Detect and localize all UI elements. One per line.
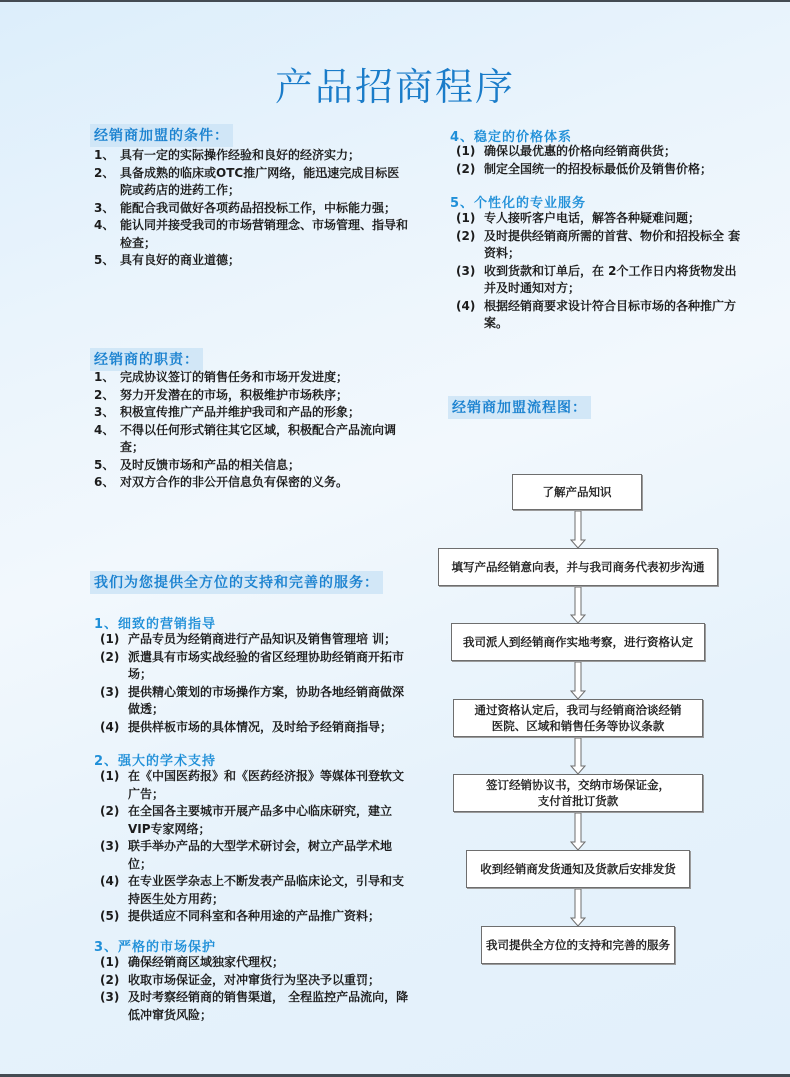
list-item [94, 404, 410, 422]
flow-step-line: 填写产品经销意向表，并与我司商务代表初步沟通 [451, 560, 705, 574]
list-text: 积极宣传推广产品并维护我司和产品的形象； [120, 405, 361, 419]
list-item [456, 228, 746, 263]
flow-arrow-down-icon [570, 587, 586, 623]
list-item [94, 369, 410, 387]
list-item [100, 838, 412, 873]
list-text: 在《中国医药报》和《医药经济报》等媒体刊登软文广告； [128, 769, 405, 801]
list-marker: 6、 [94, 475, 115, 489]
list-text: 具备成熟的临床或OTC推广网络，能迅速完成目标医院或药店的进药工作； [120, 165, 400, 197]
list-text: 及时考察经销商的销售渠道， 全程监控产品流向，降低冲窜货风险； [128, 990, 409, 1022]
list-marker: (1) [100, 955, 120, 969]
list-item [94, 252, 410, 270]
list-item [100, 873, 412, 908]
flow-step-line: 通过资格认定后，我司与经销商洽谈经销 [474, 703, 682, 717]
top-border [0, 0, 790, 2]
list-marker: (3) [100, 990, 120, 1004]
list-text: 收取市场保证金，对冲窜货行为坚决予以重罚； [128, 972, 381, 987]
flow-step-text [452, 559, 705, 575]
list-text: 产品专员为经销商进行产品知识及销售管理培 训； [128, 632, 397, 646]
flow-step-box [453, 774, 703, 812]
list-marker: 1、 [94, 370, 115, 384]
flow-step-text [486, 777, 670, 809]
flow-arrow-down-icon [570, 662, 586, 699]
list-item [100, 989, 412, 1024]
list-marker: (2) [456, 161, 476, 176]
list-marker: 2、 [94, 165, 115, 180]
duties-list [94, 369, 410, 492]
list-item [100, 954, 412, 972]
list-text: 根据经销商要求设计符合目标市场的各种推广方案。 [484, 298, 737, 330]
list-marker: 3、 [94, 405, 115, 419]
flow-arrow-down-icon [570, 738, 586, 774]
list-item [456, 263, 746, 298]
list-item [456, 143, 756, 161]
list-text: 派遣具有市场实战经验的省区经理协助经销商开拓市场； [128, 649, 405, 681]
flowchart-heading: 经销商加盟流程图： [448, 396, 591, 419]
list-marker: (1) [100, 632, 120, 646]
list-text: 在专业医学杂志上不断发表产品临床论文，引导和支持医生处方用药； [128, 874, 405, 906]
list-text: 联手举办产品的大型学术研讨会，树立产品学术地位； [128, 839, 393, 871]
list-marker: (4) [100, 874, 120, 888]
list-marker: (1) [100, 769, 120, 783]
list-item [100, 631, 412, 649]
list-text: 完成协议签订的销售任务和市场开发进度； [120, 370, 349, 384]
flow-step-text [480, 861, 676, 877]
list-item [94, 217, 410, 252]
list-text: 在全国各主要城市开展产品多中心临床研究，建立VIP专家网络； [128, 804, 393, 836]
flow-step-box [453, 699, 703, 737]
conditions-heading: 经销商加盟的条件： [90, 124, 233, 147]
flow-step-line: 我司提供全方位的支持和完善的服务 [486, 938, 670, 952]
list-marker: (2) [100, 804, 120, 818]
list-item [456, 210, 746, 228]
list-marker: (5) [100, 909, 120, 923]
list-marker: 5、 [94, 253, 115, 267]
list-marker: (1) [456, 144, 476, 158]
flow-step-text [463, 634, 693, 650]
list-item [100, 719, 412, 737]
list-item [100, 972, 412, 990]
list-item [456, 298, 746, 333]
list-item [100, 768, 412, 803]
list-marker: (2) [456, 228, 476, 243]
list-item [100, 649, 412, 684]
flow-step-box [466, 850, 690, 888]
list-text: 努力开发潜在的市场，积极维护市场秩序； [120, 387, 349, 402]
flow-arrow-down-icon [570, 813, 586, 850]
flow-step-box [438, 548, 718, 586]
list-text: 专人接听客户电话，解答各种疑难问题； [484, 211, 701, 225]
list-text: 提供适应不同科室和各种用途的产品推广资料； [128, 909, 381, 923]
service-group-list [100, 768, 412, 926]
service-group-title: 5、个性化的专业服务 [450, 196, 587, 211]
flow-step-line: 支付首批订货款 [537, 794, 619, 808]
list-text: 提供样板市场的具体情况，及时给予经销商指导； [128, 719, 393, 734]
service-group-title: 3、严格的市场保护 [94, 940, 217, 955]
list-text: 制定全国统一的招投标最低价及销售价格； [484, 161, 713, 176]
list-marker: 5、 [94, 457, 115, 472]
conditions-list [94, 147, 410, 270]
list-item [456, 161, 756, 179]
list-text: 及时反馈市场和产品的相关信息； [120, 457, 301, 472]
list-text: 及时提供经销商所需的首营、物价和招投标全 套资料； [484, 228, 741, 260]
services-heading: 我们为您提供全方位的支持和完善的服务： [90, 571, 383, 594]
flow-arrow-down-icon [570, 511, 586, 548]
list-marker: 4、 [94, 218, 115, 232]
list-marker: 4、 [94, 422, 115, 437]
flow-step-text [486, 937, 670, 953]
service-group-list [456, 210, 746, 333]
list-marker: (4) [100, 719, 120, 734]
list-item [100, 803, 412, 838]
flow-step-line: 收到经销商发货通知及货款后安排发货 [480, 862, 676, 876]
flow-step-line: 我司派人到经销商作实地考察，进行资格认定 [463, 635, 693, 649]
list-marker: (2) [100, 649, 120, 664]
list-text: 确保以最优惠的价格向经销商供货； [484, 144, 677, 158]
list-item [94, 387, 410, 405]
list-text: 对双方合作的非公开信息负有保密的义务。 [120, 475, 349, 489]
list-marker: 2、 [94, 387, 115, 402]
list-marker: (3) [456, 263, 476, 278]
service-group-list [100, 631, 412, 736]
list-marker: 1、 [94, 148, 115, 162]
list-item [100, 908, 412, 926]
duties-heading: 经销商的职责： [90, 348, 203, 371]
list-marker: (4) [456, 298, 476, 313]
list-text: 能认同并接受我司的市场营销理念、市场管理、指导和检查； [120, 218, 409, 250]
list-marker: (2) [100, 972, 120, 987]
flow-step-line: 了解产品知识 [542, 485, 612, 499]
flow-step-box [481, 926, 675, 964]
flow-arrow-down-icon [570, 889, 586, 926]
list-text: 确保经销商区域独家代理权； [128, 955, 285, 969]
service-group-list [100, 954, 412, 1024]
list-text: 提供精心策划的市场操作方案，协助各地经销商做深做透； [128, 684, 405, 716]
list-item [94, 474, 410, 492]
list-item [94, 200, 410, 218]
list-item [94, 147, 410, 165]
list-marker: (3) [100, 684, 120, 699]
flow-step-line: 签订经销协议书，交纳市场保证金， [486, 778, 670, 792]
service-group-list [456, 143, 756, 178]
flow-step-box [451, 623, 705, 661]
list-text: 不得以任何形式销往其它区域，积极配合产品流向调查； [120, 422, 397, 454]
service-group-title: 1、细致的营销指导 [94, 617, 217, 632]
list-item [94, 422, 410, 457]
service-group-title: 4、稳定的价格体系 [450, 130, 573, 145]
list-item [94, 457, 410, 475]
list-marker: (3) [100, 839, 120, 853]
flow-step-box [512, 474, 642, 510]
flow-step-text [475, 702, 682, 734]
list-text: 具有一定的实际操作经验和良好的经济实力； [120, 148, 361, 162]
list-marker: 3、 [94, 200, 115, 215]
list-marker: (1) [456, 211, 476, 225]
list-text: 收到货款和订单后，在 2个工作日内将货物发出并及时通知对方； [484, 263, 737, 295]
list-text: 能配合我司做好各项药品招投标工作，中标能力强； [120, 200, 397, 215]
list-text: 具有良好的商业道德； [120, 253, 241, 267]
flow-step-text [543, 484, 612, 500]
list-item [100, 684, 412, 719]
flow-step-line: 医院、区域和销售任务等协议条款 [491, 719, 665, 733]
service-group-title: 2、强大的学术支持 [94, 754, 217, 769]
list-item [94, 165, 410, 200]
page-title: 产品招商程序 [274, 65, 515, 109]
